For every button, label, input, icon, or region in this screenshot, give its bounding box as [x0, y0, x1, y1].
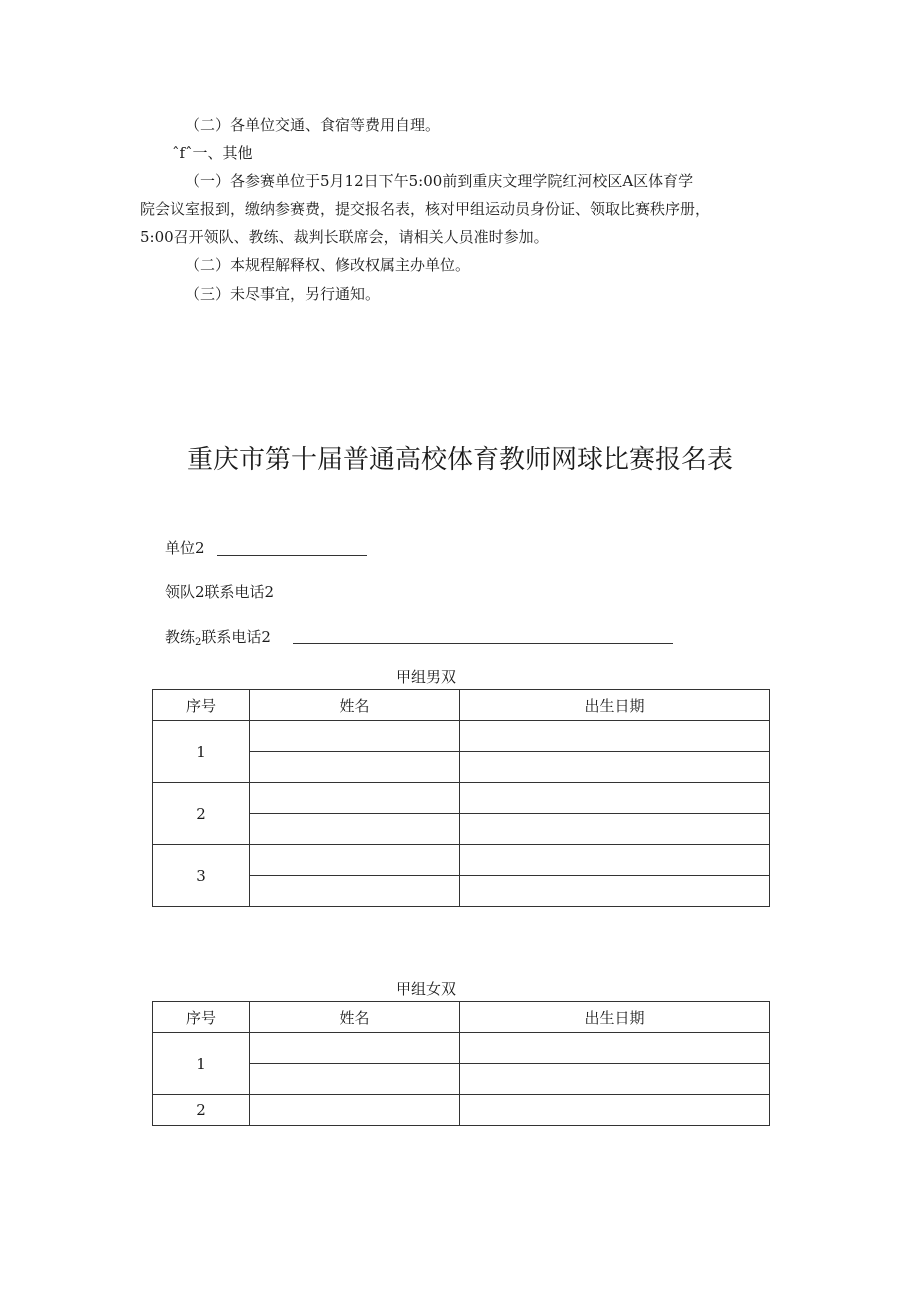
table-caption-mens-doubles: 甲组男双	[395, 668, 456, 686]
name-cell[interactable]	[250, 814, 460, 845]
table-row	[153, 721, 770, 752]
header-index: 序号	[153, 1002, 250, 1033]
table-header-row	[153, 1002, 770, 1033]
header-name: 姓名	[250, 690, 460, 721]
birthdate-cell[interactable]	[460, 845, 770, 876]
name-cell[interactable]	[250, 783, 460, 814]
name-cell[interactable]	[250, 721, 460, 752]
header-index: 序号	[153, 690, 250, 721]
group-number: 1	[153, 1033, 250, 1095]
name-cell[interactable]	[250, 752, 460, 783]
name-cell[interactable]	[250, 876, 460, 907]
paragraph-notice: （三）未尽事宜，另行通知。	[185, 285, 381, 303]
birthdate-cell[interactable]	[460, 1095, 770, 1126]
birthdate-cell[interactable]	[460, 783, 770, 814]
unit-field-underline[interactable]	[217, 555, 367, 556]
coach-phone-field-label	[165, 625, 271, 652]
mens-doubles-table	[152, 689, 770, 907]
birthdate-cell[interactable]	[460, 814, 770, 845]
header-birthdate: 出生日期	[460, 690, 770, 721]
section-heading-other: ˆfˆ一、其他	[172, 144, 253, 162]
womens-doubles-table	[152, 1001, 770, 1126]
table-row	[153, 845, 770, 876]
paragraph-interpretation: （二）本规程解释权、修改权属主办单位。	[185, 256, 471, 274]
group-number: 1	[153, 721, 250, 783]
birthdate-cell[interactable]	[460, 876, 770, 907]
coach-label-sub: 2	[195, 637, 202, 648]
paragraph-registration-3: 5:00召开领队、教练、裁判长联席会，请相关人员准时参加。	[140, 228, 549, 246]
coach-phone-underline[interactable]	[293, 643, 673, 644]
paragraph-registration-2: 院会议室报到，缴纳参赛费，提交报名表，核对甲组运动员身份证、领取比赛秩序册，	[140, 200, 711, 218]
name-cell[interactable]	[250, 1064, 460, 1095]
header-name: 姓名	[250, 1002, 460, 1033]
table-caption-womens-doubles: 甲组女双	[395, 980, 456, 998]
table-row	[153, 1095, 770, 1126]
birthdate-cell[interactable]	[460, 721, 770, 752]
name-cell[interactable]	[250, 845, 460, 876]
group-number: 2	[153, 783, 250, 845]
birthdate-cell[interactable]	[460, 1064, 770, 1095]
birthdate-cell[interactable]	[460, 1033, 770, 1064]
name-cell[interactable]	[250, 1095, 460, 1126]
header-birthdate: 出生日期	[460, 1002, 770, 1033]
coach-label: 教练	[165, 628, 196, 646]
table-row	[153, 783, 770, 814]
table-header-row	[153, 690, 770, 721]
group-number: 3	[153, 845, 250, 907]
leader-phone-field-label: 领队2联系电话2	[165, 583, 275, 601]
paragraph-fees: （二）各单位交通、食宿等费用自理。	[185, 116, 441, 134]
birthdate-cell[interactable]	[460, 752, 770, 783]
coach-phone-label: 联系电话2	[201, 628, 271, 646]
paragraph-registration-1: （一）各参赛单位于5月12日下午5:00前到重庆文理学院红河校区A区体育学	[185, 172, 694, 190]
name-cell[interactable]	[250, 1033, 460, 1064]
group-number: 2	[153, 1095, 250, 1126]
table-row	[153, 1033, 770, 1064]
form-title: 重庆市第十届普通高校体育教师网球比赛报名表	[186, 445, 733, 475]
unit-field-label: 单位2	[165, 539, 205, 557]
